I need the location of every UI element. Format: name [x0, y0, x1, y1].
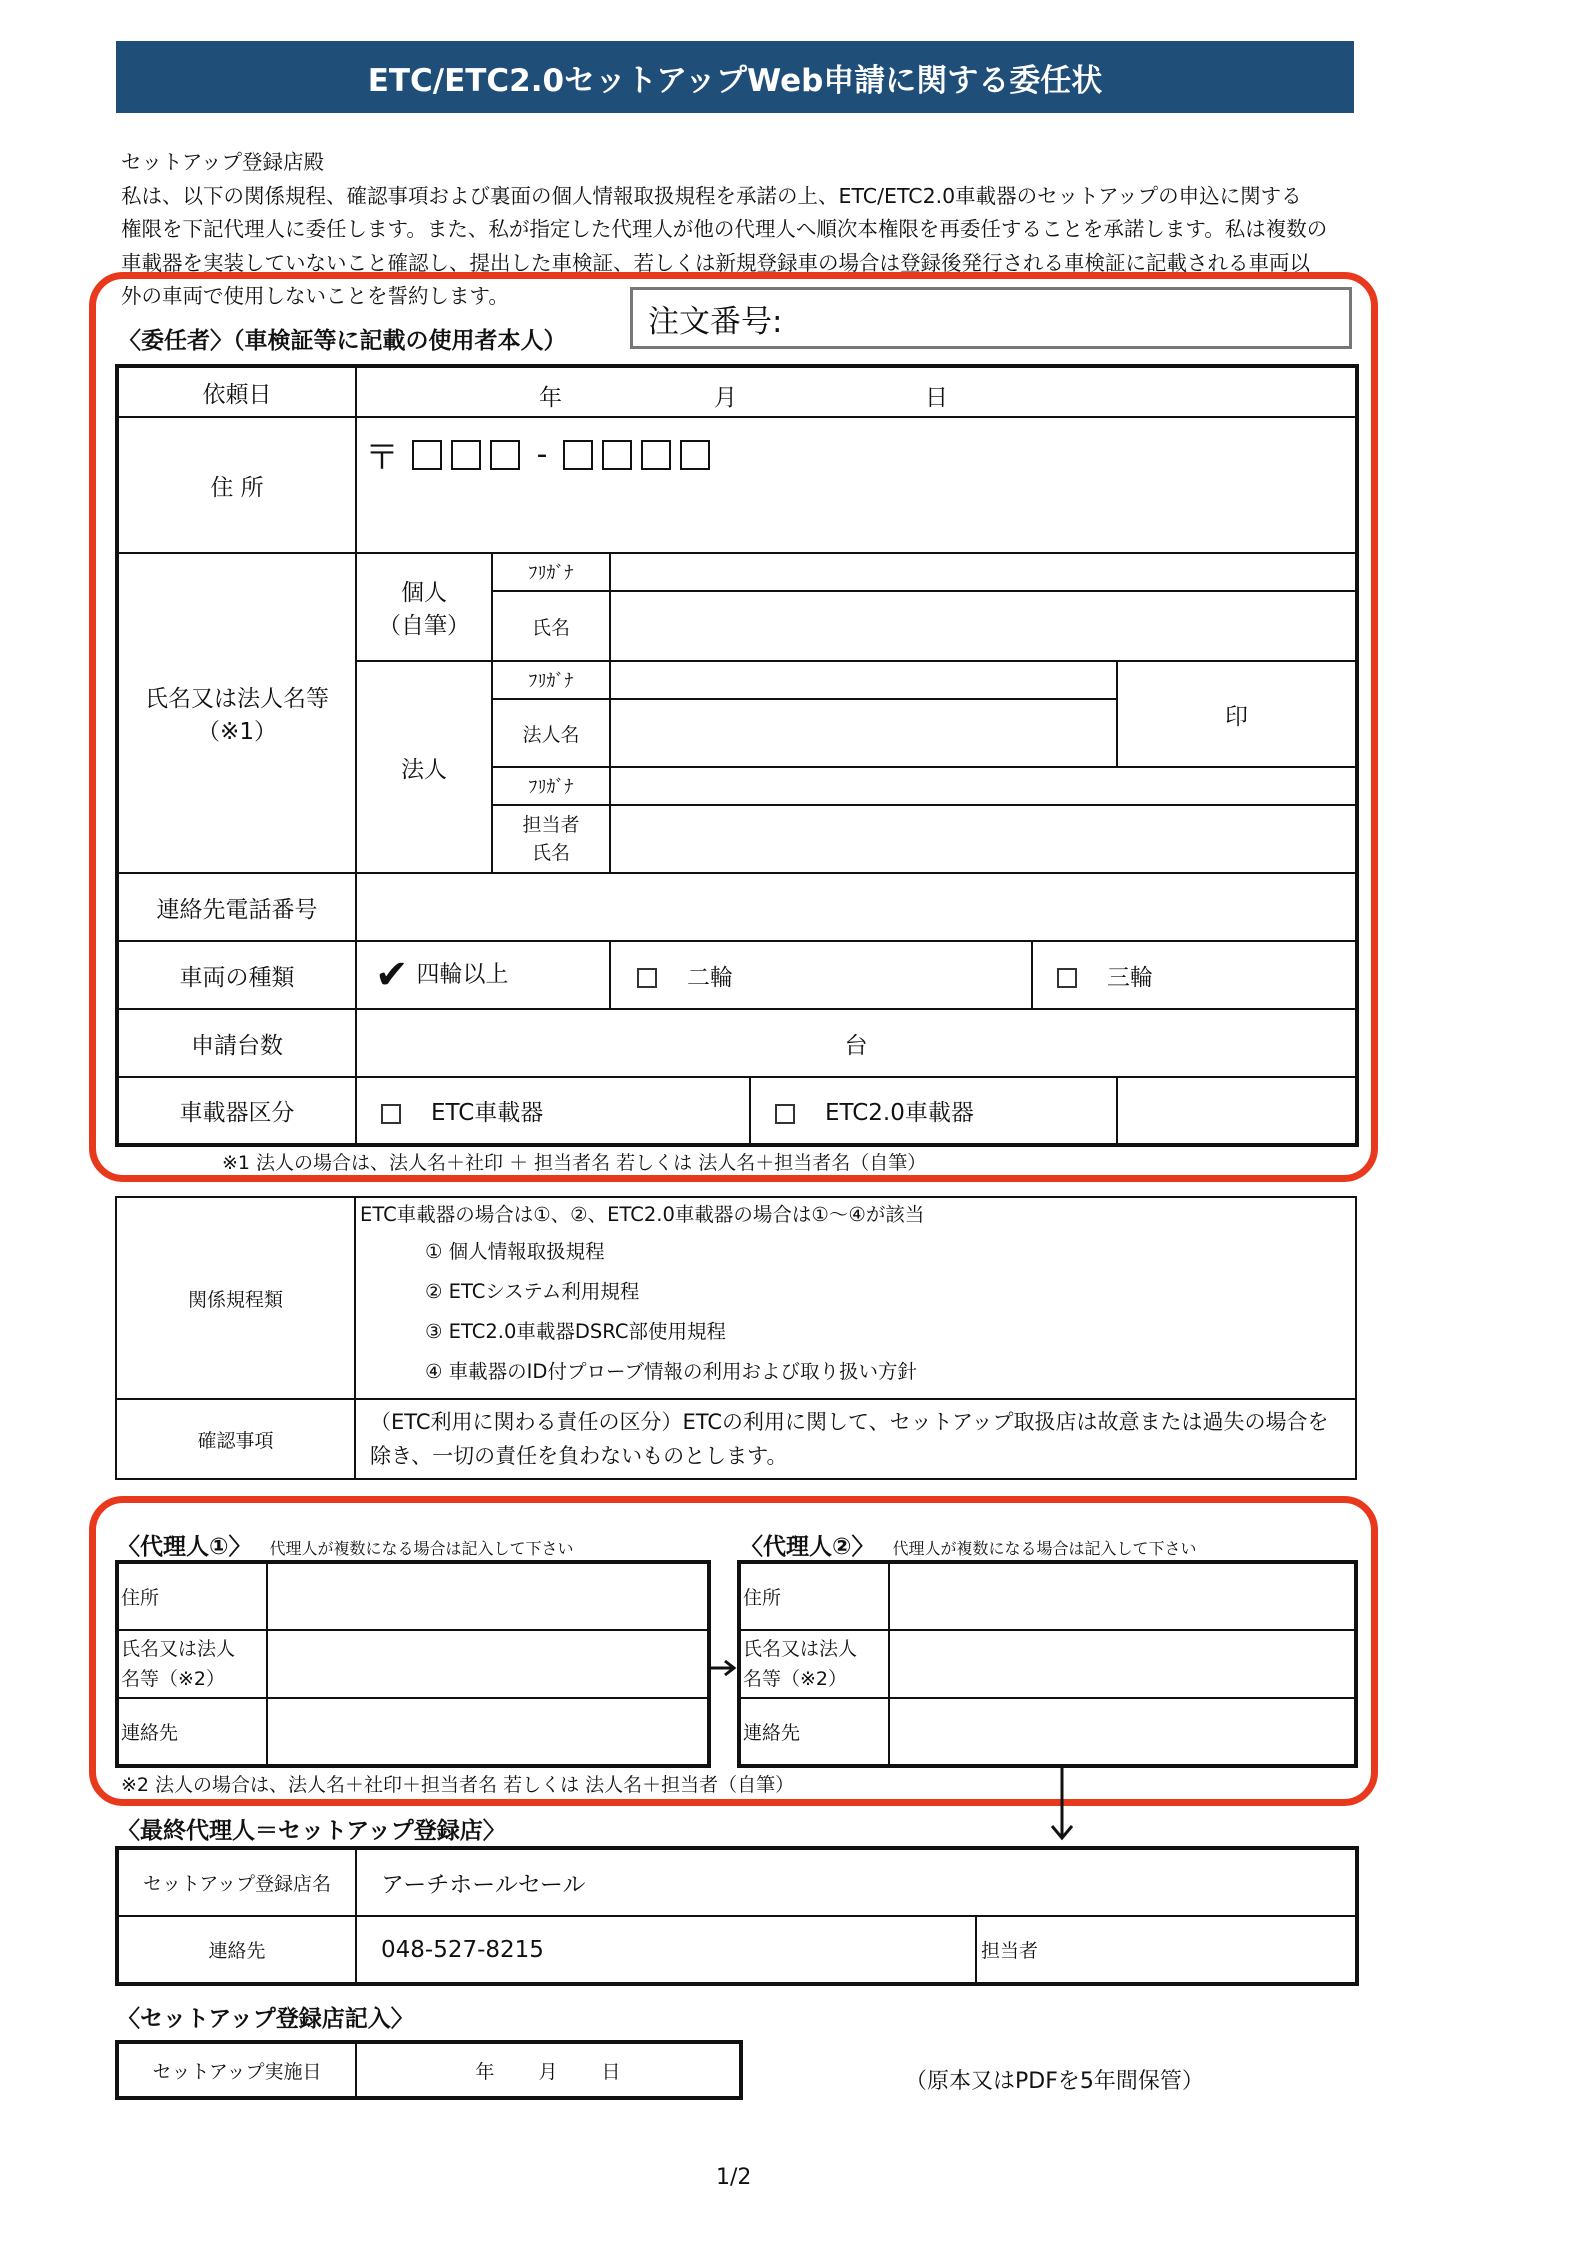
- name-note: （※1）: [197, 719, 277, 745]
- rules-item: ④ 車載器のID付プローブ情報の利用および取り扱い方針: [425, 1360, 917, 1383]
- agent1-heading: 〈代理人①〉: [117, 1534, 252, 1560]
- agent2-name-line2: 名等（※2）: [743, 1668, 848, 1690]
- vehicle-4wheel-label: 四輪以上: [416, 961, 509, 988]
- individual-label: 個人: [401, 580, 447, 606]
- agent2-subnote: 代理人が複数になる場合は記入して下さい: [892, 1539, 1197, 1558]
- seal-label: 印: [1117, 661, 1357, 767]
- phone-label: 連絡先電話番号: [117, 873, 356, 941]
- count-label: 申請台数: [117, 1009, 356, 1077]
- person-in-charge-line1: 担当者: [522, 814, 580, 836]
- device-etc-label: ETC車載器: [431, 1100, 544, 1126]
- principal-heading: 〈委任者〉（車検証等に記載の使用者本人）: [118, 328, 567, 354]
- setup-date-field[interactable]: [356, 2042, 741, 2098]
- request-date-label: 依頼日: [117, 366, 356, 417]
- confirm-label: 確認事項: [116, 1399, 355, 1479]
- agent1-name-line1: 氏名又は法人: [121, 1638, 236, 1660]
- store-label: セットアップ登録店名: [117, 1848, 356, 1916]
- corp-label: 法人: [356, 661, 492, 873]
- month-label: 月: [714, 384, 737, 411]
- agent1-address-label: 住所: [117, 1562, 267, 1630]
- furigana-label: ﾌﾘｶﾞﾅ: [492, 661, 610, 699]
- month-label: 月: [538, 2060, 558, 2083]
- addressee: セットアップ登録店殿: [121, 150, 324, 174]
- rules-item: ③ ETC2.0車載器DSRC部使用規程: [425, 1320, 726, 1343]
- setup-date-label: セットアップ実施日: [117, 2042, 356, 2098]
- year-label: 年: [539, 384, 562, 411]
- final-agent-table: [115, 1846, 1359, 1986]
- vehicle-2wheel-label: 二輪: [687, 964, 733, 991]
- down-arrow-icon: [1052, 1767, 1072, 1838]
- order-number-label: 注文番号:: [648, 303, 783, 340]
- confirm-line: 除き、一切の責任を負わないものとします。: [370, 1444, 788, 1468]
- staff-label: 担当者: [976, 1916, 1357, 1984]
- name-label: 氏名又は法人名等: [145, 686, 329, 712]
- page-title: ETC/ETC2.0セットアップWeb申請に関する委任状: [116, 41, 1354, 113]
- agent2-name-line1: 氏名又は法人: [743, 1638, 858, 1660]
- intro-line: 車載器を実装していないこと確認し、提出した車検証、若しくは新規登録車の場合は登録後発行される車検証に記載される車両以: [121, 250, 1310, 275]
- checkmark-icon: ✔: [375, 952, 409, 998]
- postal-mark: 〒: [365, 438, 399, 478]
- device-label: 車載器区分: [117, 1077, 356, 1145]
- storage-note: （原本又はPDFを5年間保管）: [905, 2069, 1204, 2094]
- address-label: 住 所: [117, 417, 356, 553]
- final-agent-heading: 〈最終代理人＝セットアップ登録店〉: [117, 1818, 506, 1844]
- shimei-label: 氏名: [492, 591, 610, 661]
- device-etc2-label: ETC2.0車載器: [825, 1100, 974, 1126]
- year-label: 年: [475, 2060, 495, 2083]
- rules-intro: ETC車載器の場合は①、②、ETC2.0車載器の場合は①～④が該当: [360, 1203, 925, 1226]
- rules-item: ① 個人情報取扱規程: [425, 1240, 605, 1263]
- agent2-heading: 〈代理人②〉: [740, 1534, 875, 1560]
- agents-footnote: ※2 法人の場合は、法人名＋社印＋担当者名 若しくは 法人名＋担当者（自筆）: [121, 1774, 795, 1796]
- day-label: 日: [925, 384, 948, 411]
- store-phone: 048-527-8215: [356, 1916, 976, 1984]
- store-entry-heading: 〈セットアップ登録店記入〉: [117, 2006, 414, 2032]
- final-contact-label: 連絡先: [117, 1916, 356, 1984]
- corp-name-label: 法人名: [492, 699, 610, 767]
- confirm-line: （ETC利用に関わる責任の区分）ETCの利用に関して、セットアップ取扱店は故意または過失の場合を: [370, 1410, 1329, 1434]
- vehicle-type-label: 車両の種類: [117, 941, 356, 1009]
- right-arrow-icon: [707, 1661, 734, 1675]
- furigana-label: ﾌﾘｶﾞﾅ: [492, 553, 610, 591]
- rules-item: ② ETCシステム利用規程: [425, 1280, 640, 1303]
- furigana-label: ﾌﾘｶﾞﾅ: [492, 767, 610, 805]
- agent1-subnote: 代理人が複数になる場合は記入して下さい: [269, 1539, 574, 1558]
- day-label: 日: [601, 2060, 621, 2083]
- store-entry-table: [115, 2040, 743, 2100]
- store-name: アーチホールセール: [356, 1848, 1357, 1916]
- intro-line: 権限を下記代理人に委任します。また、私が指定した代理人が他の代理人へ順次本権限を再委任することを承諾します。私は複数の: [121, 217, 1328, 241]
- individual-sub: （自筆）: [378, 613, 470, 639]
- agent1-name-line2: 名等（※2）: [121, 1668, 226, 1690]
- intro-line: 私は、以下の関係規程、確認事項および裏面の個人情報取扱規程を承諾の上、ETC/ETC2.0車載器のセットアップの申込に関する: [121, 183, 1302, 208]
- count-unit: 台: [844, 1032, 868, 1059]
- intro-line: 外の車両で使用しないことを誓約します。: [121, 284, 509, 308]
- agent1-contact-label: 連絡先: [117, 1698, 267, 1766]
- principal-footnote: ※1 法人の場合は、法人名＋社印 ＋ 担当者名 若しくは 法人名＋担当者名（自筆）: [222, 1152, 927, 1174]
- page-number: 1/2: [716, 2165, 752, 2190]
- postal-dash: -: [536, 437, 548, 472]
- rules-label: 関係規程類: [116, 1197, 355, 1399]
- agent2-contact-label: 連絡先: [739, 1698, 889, 1766]
- agent2-address-label: 住所: [739, 1562, 889, 1630]
- person-in-charge-line2: 氏名: [531, 842, 570, 864]
- vehicle-3wheel-label: 三輪: [1107, 964, 1153, 991]
